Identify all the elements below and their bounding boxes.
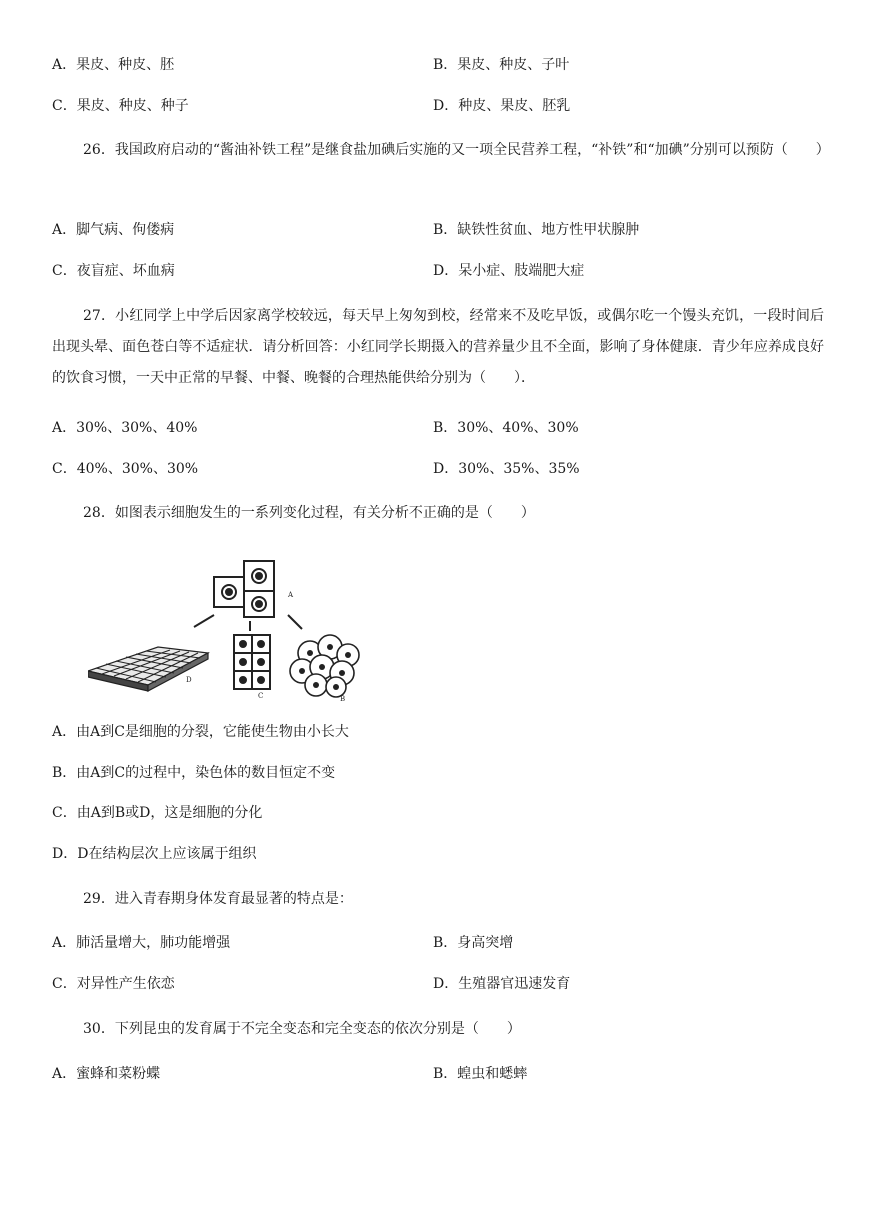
q30-option-b[interactable]: B．蝗虫和蟋蟀 (433, 1066, 528, 1082)
q28-option-b[interactable]: B．由A到C的过程中，染色体的数目恒定不变 (52, 765, 336, 781)
arrow-a-to-d (194, 615, 214, 627)
q26-option-d[interactable]: D．呆小症、肢端肥大症 (433, 263, 585, 279)
q27-option-d[interactable]: D．30%、35%、35% (433, 461, 580, 477)
q26-options-row-2 (52, 260, 832, 282)
q29-stem: 29．进入青春期身体发育最显著的特点是： (83, 891, 353, 907)
q30-stem: 30．下列昆虫的发育属于不完全变态和完全变态的依次分别是（ ） (83, 1021, 521, 1037)
q26-options-row-1 (52, 219, 832, 241)
q28-stem: 28．如图表示细胞发生的一系列变化过程，有关分析不正确的是（ ） (83, 505, 535, 521)
q25-option-c[interactable]: C．果皮、种皮、种子 (52, 98, 189, 114)
q27-options-row-2 (52, 458, 832, 480)
label-d: D (186, 676, 192, 684)
q29-option-a[interactable]: A．肺活量增大，肺功能增强 (52, 935, 231, 951)
q28-option-d[interactable]: D．D在结构层次上应该属于组织 (52, 846, 257, 862)
q29-options-row-1 (52, 932, 832, 954)
q27-stem: 27．小红同学上中学后因家离学校较远，每天早上匆匆到校，经常来不及吃早饭，或偶尔吃一个馒头充饥，一段时间后出现头晕、面色苍白等不适症状．请分析回答：小红同学长期摄入的营养量少且不全面，影响了身体健康．青少年应养成良好的饮食习惯，一天中正常的早餐、中餐、晚餐的合理热能供给分别为（ ）． (52, 308, 824, 386)
q28-option-c[interactable]: C．由A到B或D，这是细胞的分化 (52, 805, 263, 821)
q25-option-b[interactable]: B．果皮、种皮、子叶 (433, 57, 570, 73)
q27-option-b[interactable]: B．30%、40%、30% (433, 420, 579, 436)
q28-option-a[interactable]: A．由A到C是细胞的分裂，它能使生物由小长大 (52, 724, 349, 740)
arrow-a-to-b (288, 615, 302, 629)
q30-option-a[interactable]: A．蜜蜂和菜粉蝶 (52, 1066, 161, 1082)
q25-options-row-2 (52, 95, 832, 117)
q26-option-a[interactable]: A．脚气病、佝偻病 (52, 222, 175, 238)
cell-change-diagram (88, 555, 368, 705)
label-c: C (258, 692, 264, 700)
q26-option-c[interactable]: C．夜盲症、坏血病 (52, 263, 175, 279)
q29-option-b[interactable]: B．身高突增 (433, 935, 514, 951)
q27-option-a[interactable]: A．30%、30%、40% (52, 420, 198, 436)
q29-option-d[interactable]: D．生殖器官迅速发育 (433, 976, 571, 992)
cell-group-c (234, 635, 270, 689)
q25-option-d[interactable]: D．种皮、果皮、胚乳 (433, 98, 571, 114)
q29-options-row-2 (52, 973, 832, 995)
cell-change-figure (88, 555, 368, 705)
q25-option-a[interactable]: A．果皮、种皮、胚 (52, 57, 175, 73)
tissue-d (88, 647, 208, 691)
q25-options-row-1 (52, 54, 832, 76)
q26-option-b[interactable]: B．缺铁性贫血、地方性甲状腺肿 (433, 222, 640, 238)
label-a: A (288, 591, 294, 599)
label-b: B (340, 695, 346, 703)
q27-options-row-1 (52, 417, 832, 439)
cell-group-a (214, 561, 274, 617)
q29-option-c[interactable]: C．对异性产生依恋 (52, 976, 175, 992)
q30-options-row-1 (52, 1063, 832, 1085)
q27-option-c[interactable]: C．40%、30%、30% (52, 461, 199, 477)
q26-stem: 26．我国政府启动的“酱油补铁工程”是继食盐加碘后实施的又一项全民营养工程，“补铁”和“加碘”分别可以预防（ ） (83, 142, 830, 158)
